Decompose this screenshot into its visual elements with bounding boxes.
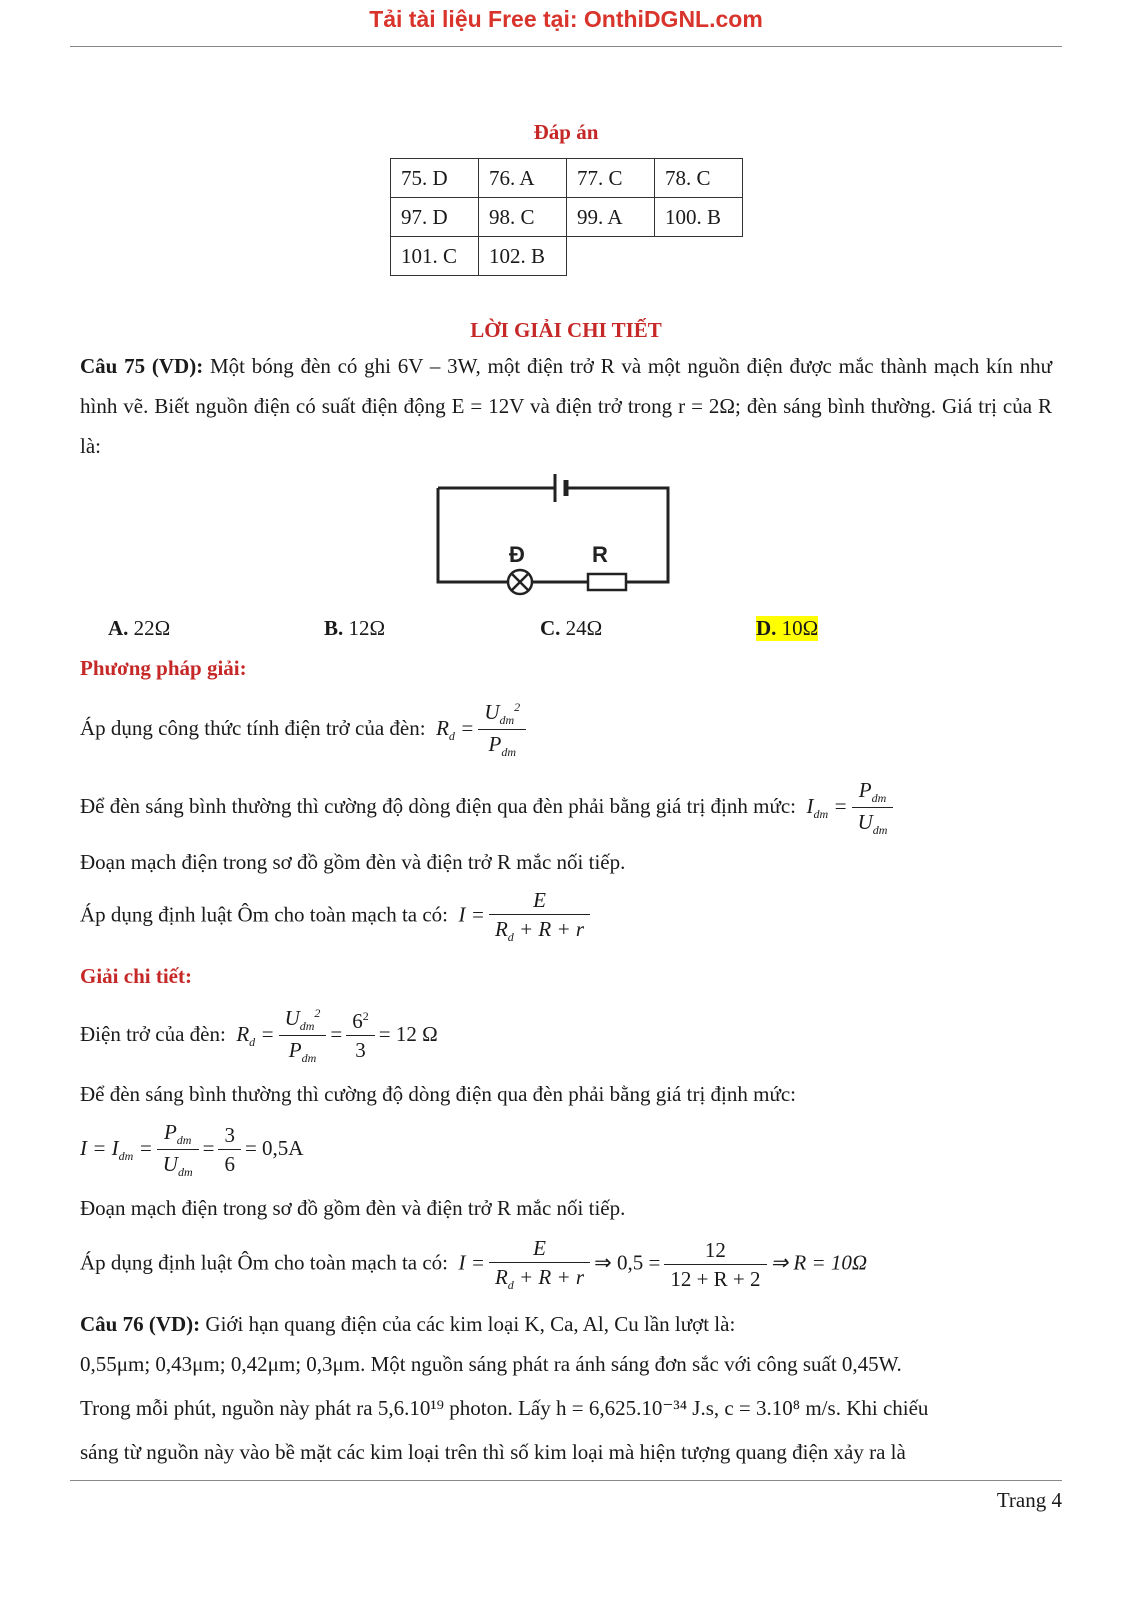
answers-title: Đáp án	[533, 120, 599, 144]
detail-line-4: Áp dụng định luật Ôm cho toàn mạch ta có: I = $\frac{E}{R_d + R + r}$ ⇒ 0,5 = $\frac{12}{12 + R + 2}$ ⇒ R = 10Ω	[80, 1236, 868, 1293]
lamp-label: Đ	[509, 542, 525, 567]
option-d-correct[interactable]: D. 10Ω	[756, 616, 819, 640]
resistor-label: R	[592, 542, 608, 567]
answer-cell: 97. D	[391, 198, 479, 237]
detail-current-formula: $I = I_{dm}$ = $\frac{P_{dm}}{U_{dm}}$ = $\frac{3}{6}$ = 0,5A	[80, 1120, 304, 1180]
method-line-4: Áp dụng định luật Ôm cho toàn mạch ta có: I = $\frac{E}{R_d + R + r}$	[80, 888, 594, 945]
answer-cell: 76. A	[479, 159, 567, 198]
option-b[interactable]: B. 12Ω	[324, 616, 386, 640]
question-76-line-3: Trong mỗi phút, nguồn này phát ra 5,6.10¹⁹ photon. Lấy h = 6,625.10⁻³⁴ J.s, c = 3.10⁸ m/s. Khi chiếu	[80, 1396, 929, 1420]
table-row	[391, 159, 743, 198]
site-header: Tải tài liệu Free tại: OnthiDGNL.com	[369, 6, 763, 32]
option-c[interactable]: C. 24Ω	[540, 616, 603, 640]
question-76-label: Câu 76 (VD):	[80, 1312, 201, 1336]
circuit-diagram	[430, 470, 680, 600]
detail-line-3: Đoạn mạch điện trong sơ đồ gồm đèn và điện trở R mắc nối tiếp.	[80, 1196, 626, 1220]
question-75-text	[80, 346, 1052, 466]
question-75-label: Câu 75 (VD):	[80, 354, 204, 378]
method-line-2: Để đèn sáng bình thường thì cường độ dòng điện qua đèn phải bằng giá trị định mức: $I_{dm}$ = $\frac{P_{dm}}{U_{dm}}$	[80, 778, 897, 838]
answer-cell: 75. D	[391, 159, 479, 198]
question-76-line-1: Câu 76 (VD): Giới hạn quang điện của các kim loại K, Ca, Al, Cu lần lượt là:	[80, 1312, 736, 1336]
method-title: Phương pháp giải:	[80, 656, 247, 680]
detail-line-1: Điện trở của đèn: $R_d$ = $\frac{U_{dm}^2}{P_{dm}}$ = $\frac{6^2}{3}$ = 12 Ω	[80, 1006, 438, 1066]
solution-title: LỜI GIẢI CHI TIẾT	[470, 318, 662, 342]
answer-cell-empty	[567, 237, 655, 276]
detail-line-2: Để đèn sáng bình thường thì cường độ dòng điện qua đèn phải bằng giá trị định mức:	[80, 1082, 796, 1106]
detail-title: Giải chi tiết:	[80, 964, 192, 988]
answer-table	[390, 158, 743, 276]
question-76-line-4: sáng từ nguồn này vào bề mặt các kim loại trên thì số kim loại mà hiện tượng quang điện xảy ra là	[80, 1440, 906, 1464]
header-divider	[70, 46, 1062, 47]
answer-cell: 100. B	[655, 198, 743, 237]
question-75-body: Một bóng đèn có ghi 6V – 3W, một điện trở R và một nguồn điện được mắc thành mạch kín như hình vẽ. Biết nguồn điện có suất điện động E = 12V và điện trở trong r = 2Ω; đèn sáng bình thường. Giá trị của R là:	[80, 354, 1053, 458]
question-76-line-2: 0,55μm; 0,43μm; 0,42μm; 0,3μm. Một nguồn sáng phát ra ánh sáng đơn sắc với công suất 0,45W.	[80, 1352, 902, 1376]
answer-cell-empty	[655, 237, 743, 276]
answer-cell: 102. B	[479, 237, 567, 276]
table-row	[391, 237, 743, 276]
page-number: Trang 4	[996, 1488, 1062, 1512]
answer-cell: 77. C	[567, 159, 655, 198]
answer-cell: 78. C	[655, 159, 743, 198]
table-row	[391, 198, 743, 237]
answer-cell: 101. C	[391, 237, 479, 276]
answer-cell: 99. A	[567, 198, 655, 237]
answer-cell: 98. C	[479, 198, 567, 237]
option-a[interactable]: A. 22Ω	[108, 616, 171, 640]
method-line-3: Đoạn mạch điện trong sơ đồ gồm đèn và điện trở R mắc nối tiếp.	[80, 850, 626, 874]
method-line-1: Áp dụng công thức tính điện trở của đèn: $R_d$ = $\frac{U_{dm}^2}{P_{dm}}$	[80, 700, 530, 760]
footer-divider	[70, 1480, 1062, 1481]
